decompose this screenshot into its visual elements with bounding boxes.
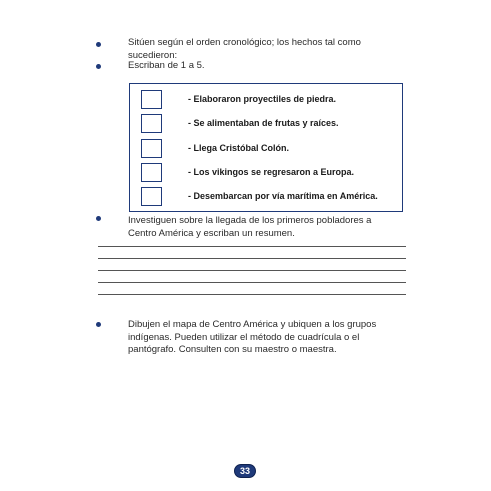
order-item	[141, 112, 339, 134]
instruction-map: Dibujen el mapa de Centro América y ubiquen a los grupos indígenas. Pueden utilizar el método de cuadrícula o el pantógrafo. Consulten con su maestro o maestra.	[128, 319, 377, 355]
order-item	[141, 137, 289, 159]
bullet-icon	[96, 64, 101, 69]
instruction-numbering: Escriban de 1 a 5.	[128, 60, 205, 71]
order-checkbox-4[interactable]	[141, 163, 162, 182]
order-item-label: - Desembarcan por vía marítima en América.	[188, 191, 378, 201]
bullet-icon	[96, 322, 101, 327]
answer-line[interactable]	[98, 258, 406, 259]
page-number: 33	[234, 464, 256, 478]
order-item-label: - Llega Cristóbal Colón.	[188, 143, 290, 153]
answer-line[interactable]	[98, 282, 406, 283]
answer-line[interactable]	[98, 294, 406, 295]
instruction-investigate: Investiguen sobre la llegada de los primeros pobladores a Centro América y escriban un resumen.	[128, 215, 372, 239]
order-checkbox-3[interactable]	[141, 139, 162, 158]
order-checkbox-1[interactable]	[141, 90, 162, 109]
bullet-icon	[96, 42, 101, 47]
order-box	[129, 83, 403, 212]
order-item	[141, 185, 378, 207]
order-item	[141, 88, 336, 110]
order-item-label: - Se alimentaban de frutas y raíces.	[188, 118, 339, 128]
answer-line[interactable]	[98, 270, 406, 271]
answer-line[interactable]	[98, 246, 406, 247]
order-checkbox-2[interactable]	[141, 114, 162, 133]
order-item-label: - Elaboraron proyectiles de piedra.	[188, 94, 337, 104]
order-item	[141, 161, 354, 183]
order-checkbox-5[interactable]	[141, 187, 162, 206]
bullet-icon	[96, 216, 101, 221]
order-item-label: - Los vikingos se regresaron a Europa.	[188, 167, 355, 177]
instruction-order: Sitúen según el orden cronológico; los hechos tal como sucedieron:	[128, 37, 361, 61]
